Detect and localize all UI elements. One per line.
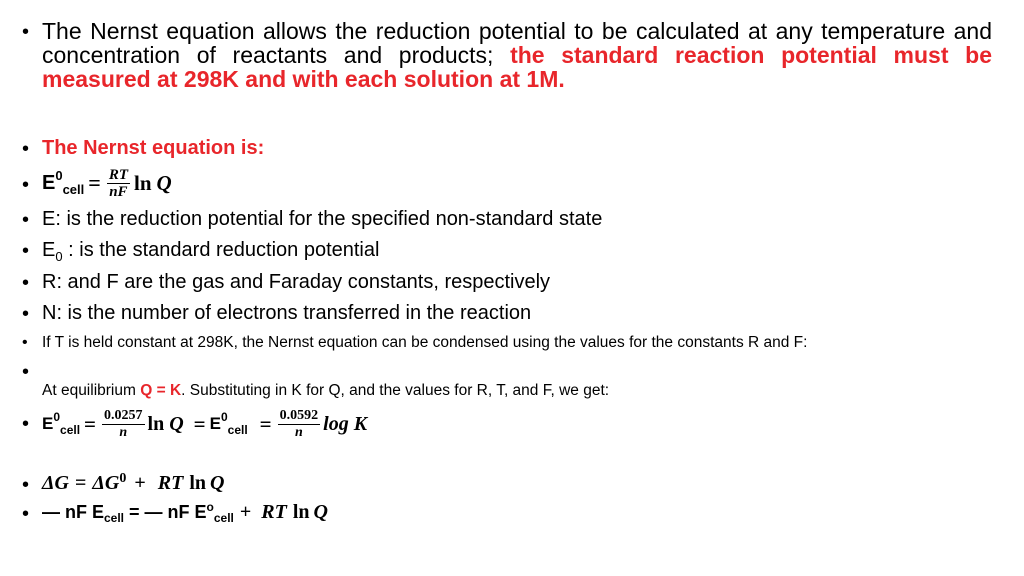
bullet: • xyxy=(22,503,30,525)
bullet: • xyxy=(22,174,30,196)
e0-description: : is the standard reduction potential xyxy=(62,239,380,261)
e0-symbol: E xyxy=(42,239,56,261)
fraction-numerator: 0.0592 xyxy=(279,407,319,423)
equals-sign: = xyxy=(88,170,101,195)
definition-e0 xyxy=(42,239,379,264)
cell-subscript: cell xyxy=(104,511,125,525)
plus-sign: + xyxy=(239,501,252,523)
equals-sign: = xyxy=(84,411,97,436)
nernst-heading: The Nernst equation is: xyxy=(42,137,265,159)
bullet: • xyxy=(22,303,30,325)
log-fraction xyxy=(278,408,321,441)
fraction-denominator: n xyxy=(119,424,128,440)
condensed-equation xyxy=(42,402,367,446)
q-variable: Q xyxy=(156,170,172,195)
definition-n: N: is the number of electrons transferred in the reaction xyxy=(42,302,532,324)
delta-g: ΔG xyxy=(42,472,69,494)
rt-term: RT xyxy=(157,472,184,494)
fraction-numerator: RT xyxy=(108,166,128,183)
standard-superscript: 0 xyxy=(119,471,127,486)
bullet: • xyxy=(22,21,30,43)
bullet: • xyxy=(22,474,30,496)
ln-function: ln xyxy=(147,412,165,435)
nf-equation xyxy=(42,501,328,524)
e-symbol: E xyxy=(42,171,56,194)
bullet: • xyxy=(22,272,30,294)
fraction-denominator: n xyxy=(294,424,303,440)
intro-text: The Nernst equation allows the reduction potential to be calculated at any temperature and concentration of reactants and products; xyxy=(42,18,992,68)
fraction-numerator: 0.0257 xyxy=(104,407,143,423)
e-subscript: cell xyxy=(60,423,81,437)
equals-sign: = xyxy=(74,472,87,494)
fraction-denominator: nF xyxy=(109,183,128,200)
intro-paragraph xyxy=(42,19,992,91)
e-superscript: 0 xyxy=(53,410,61,424)
definition-e: E: is the reduction potential for the specified non-standard state xyxy=(42,208,603,230)
e-subscript: cell xyxy=(62,181,85,197)
nf-e-standard-term: = — nF E xyxy=(124,502,207,522)
equals-sign: = xyxy=(259,411,272,436)
ln-function: ln xyxy=(189,472,207,494)
plus-sign: + xyxy=(134,472,146,494)
e-superscript: 0 xyxy=(55,167,63,183)
bullet: • xyxy=(22,138,30,160)
equals-sign: = xyxy=(193,411,206,436)
bullet: • xyxy=(22,413,30,435)
e0-subscript: 0 xyxy=(55,249,63,264)
delta-g-standard: ΔG xyxy=(92,472,120,494)
bullet: • xyxy=(22,361,30,383)
k-variable: K xyxy=(353,412,368,435)
ln-function: ln xyxy=(133,170,152,195)
condensed-note: If T is held constant at 298K, the Nernst equation can be condensed using the values for the constants R and F: xyxy=(42,334,808,351)
q-variable: Q xyxy=(210,472,225,494)
log-function: log xyxy=(323,412,349,435)
q-variable: Q xyxy=(169,412,184,435)
ln-fraction xyxy=(102,408,145,441)
equilibrium-text: At equilibrium xyxy=(42,382,141,399)
bullet: • xyxy=(22,240,30,262)
nf-e-term: — nF E xyxy=(42,502,104,522)
standard-superscript: o xyxy=(206,500,214,514)
definition-r-f: R: and F are the gas and Faraday constants, respectively xyxy=(42,271,551,293)
e-subscript: cell xyxy=(227,423,248,437)
e-superscript: 0 xyxy=(220,410,228,424)
rt-term: RT xyxy=(261,501,287,523)
equilibrium-note xyxy=(42,382,609,400)
gibbs-equation xyxy=(42,472,224,495)
bullet: • xyxy=(22,209,30,231)
ln-function: ln xyxy=(292,501,310,523)
e-symbol: E xyxy=(42,414,54,433)
e-symbol: E xyxy=(209,414,221,433)
nernst-equation xyxy=(42,160,172,206)
bullet: • xyxy=(22,334,28,351)
substitution-text: . Substituting in K for Q, and the values for R, T, and F, we get: xyxy=(181,382,610,399)
intro-highlight: the standard reaction potential must be measured at 298K and with each solution at 1M. xyxy=(42,42,992,92)
q-variable: Q xyxy=(313,501,328,523)
rt-over-nf-fraction xyxy=(107,167,130,200)
q-equals-k: Q = K xyxy=(140,382,182,399)
cell-subscript: cell xyxy=(213,511,234,525)
